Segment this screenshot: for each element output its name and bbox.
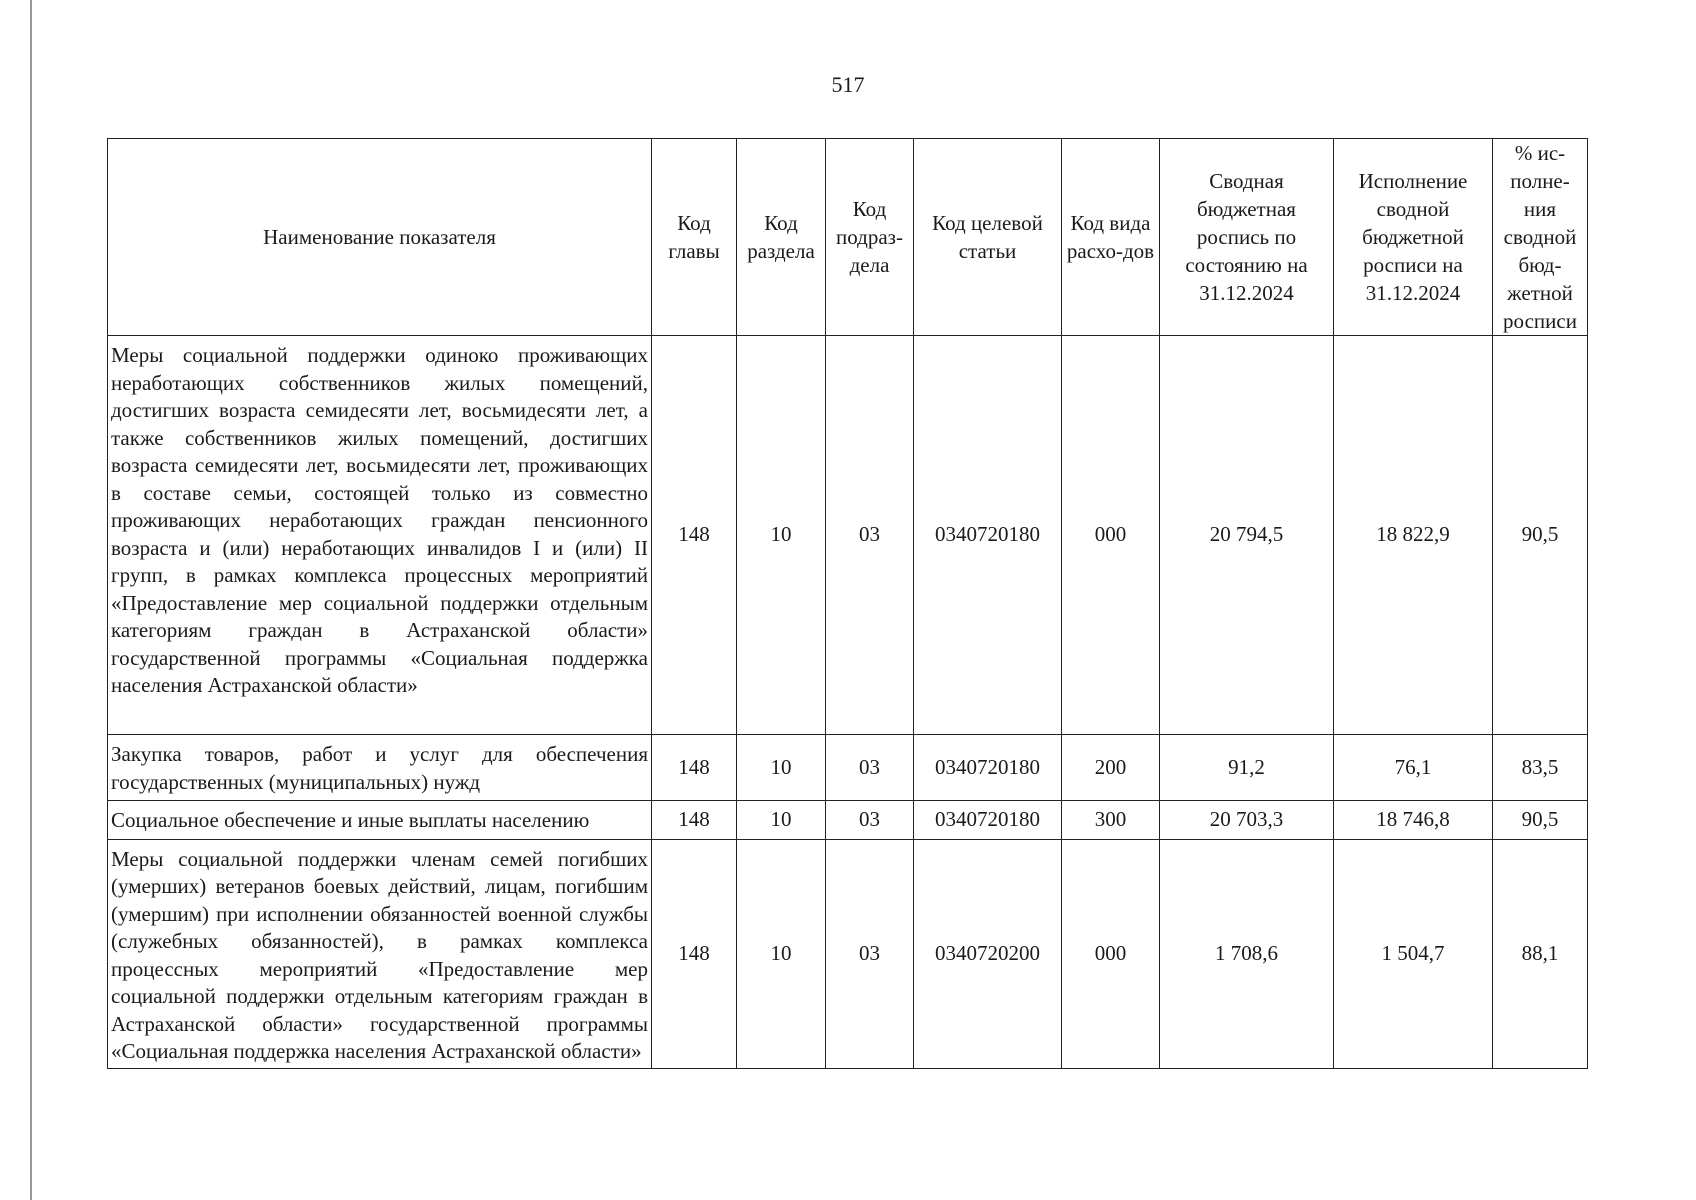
cell-name: Социальное обеспечение и иные выплаты населению	[108, 801, 652, 840]
cell-target: 0340720200	[914, 839, 1062, 1068]
cell-section: 10	[737, 336, 826, 735]
cell-executed: 18 822,9	[1334, 336, 1493, 735]
cell-target: 0340720180	[914, 336, 1062, 735]
cell-executed: 1 504,7	[1334, 839, 1493, 1068]
table-row	[108, 336, 1588, 735]
cell-planned: 91,2	[1160, 735, 1334, 801]
header-subsection-code: Код подраз-дела	[826, 139, 914, 336]
table-row	[108, 801, 1588, 840]
cell-chapter: 148	[652, 336, 737, 735]
header-name: Наименование показателя	[108, 139, 652, 336]
header-expense-type-code: Код вида расхо-дов	[1062, 139, 1160, 336]
cell-section: 10	[737, 735, 826, 801]
cell-percent: 90,5	[1493, 801, 1588, 840]
cell-executed: 18 746,8	[1334, 801, 1493, 840]
cell-subsection: 03	[826, 735, 914, 801]
cell-name: Закупка товаров, работ и услуг для обеспечения государственных (муниципальных) нужд	[108, 735, 652, 801]
page-binding-line	[30, 0, 32, 1200]
cell-section: 10	[737, 801, 826, 840]
cell-subsection: 03	[826, 801, 914, 840]
cell-percent: 90,5	[1493, 336, 1588, 735]
cell-planned: 1 708,6	[1160, 839, 1334, 1068]
cell-planned: 20 703,3	[1160, 801, 1334, 840]
budget-execution-table	[107, 138, 1588, 1069]
cell-chapter: 148	[652, 801, 737, 840]
header-chapter-code: Код главы	[652, 139, 737, 336]
cell-planned: 20 794,5	[1160, 336, 1334, 735]
cell-percent: 88,1	[1493, 839, 1588, 1068]
cell-target: 0340720180	[914, 801, 1062, 840]
cell-executed: 76,1	[1334, 735, 1493, 801]
cell-target: 0340720180	[914, 735, 1062, 801]
cell-expense-type: 200	[1062, 735, 1160, 801]
cell-expense-type: 000	[1062, 839, 1160, 1068]
header-target-code: Код целевой статьи	[914, 139, 1062, 336]
page-number	[0, 72, 1696, 98]
header-section-code: Код раздела	[737, 139, 826, 336]
cell-name: Меры социальной поддержки одиноко проживающих неработающих собственников жилых помещений, достигших возраста семидесяти лет, восьмидесяти лет, а также собственников жилых помещений, достигших возраста семидесяти лет, восьмидесяти лет, проживающих в составе семьи, состоящей только из совместно проживающих неработающих граждан пенсионного возраста и (или) неработающих инвалидов I и (или) II групп, в рамках комплекса процессных мероприятий «Предоставление мер социальной поддержки отдельным категориям граждан в Астраханской области» государственной программы «Социальная поддержка населения Астраханской области»	[108, 336, 652, 735]
cell-chapter: 148	[652, 735, 737, 801]
table-row	[108, 839, 1588, 1068]
cell-chapter: 148	[652, 839, 737, 1068]
page-number-text: 517	[831, 72, 865, 97]
cell-expense-type: 300	[1062, 801, 1160, 840]
cell-percent: 83,5	[1493, 735, 1588, 801]
header-executed: Исполнение сводной бюджетной росписи на 31.12.2024	[1334, 139, 1493, 336]
cell-subsection: 03	[826, 839, 914, 1068]
table-row	[108, 735, 1588, 801]
cell-section: 10	[737, 839, 826, 1068]
cell-name: Меры социальной поддержки членам семей погибших (умерших) ветеранов боевых действий, лицам, погибшим (умершим) при исполнении обязанностей военной службы (служебных обязанностей), в рамках комплекса процессных мероприятий «Предоставление мер социальной поддержки отдельным категориям граждан в Астраханской области» государственной программы «Социальная поддержка населения Астраханской области»	[108, 839, 652, 1068]
table-header-row	[108, 139, 1588, 336]
header-percent: % ис-полне-ния сводной бюд-жетной росписи	[1493, 139, 1588, 336]
cell-subsection: 03	[826, 336, 914, 735]
cell-expense-type: 000	[1062, 336, 1160, 735]
header-planned: Сводная бюджетная роспись по состоянию на 31.12.2024	[1160, 139, 1334, 336]
